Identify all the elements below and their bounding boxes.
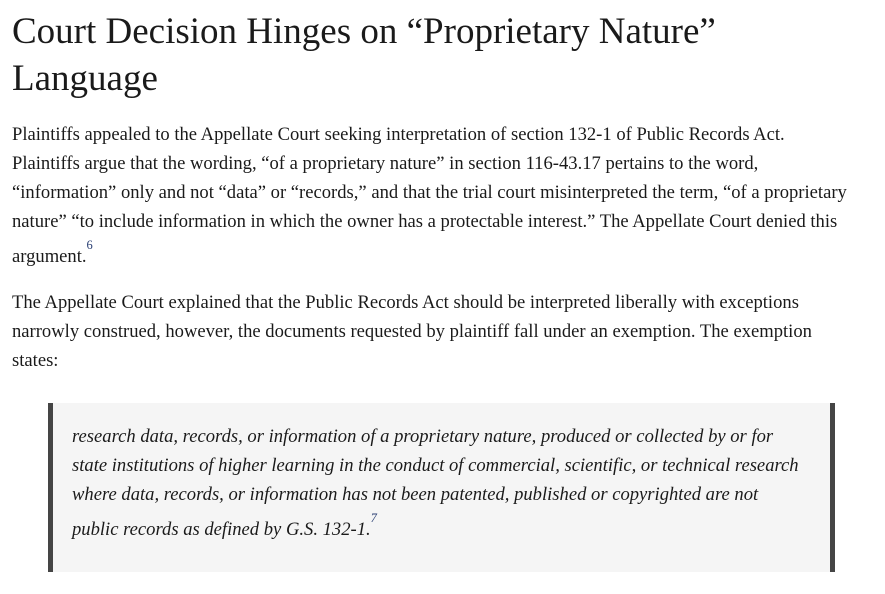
paragraph-appeal-text: Plaintiffs appealed to the Appellate Court seeking interpretation of section 132-1 of Public Records Act. Plaintiffs argue that the wording, “of a proprietary nature” in section 116-43.17 pertains to the word, “information” only and not “data” or “records,” and that the trial court misinterpreted the term, “of a proprietary nature” “to include information in which the owner has a protectable interest.” The Appellate Court denied this argument. <box>12 124 847 268</box>
article-title: Court Decision Hinges on “Proprietary Nature” Language <box>12 11 716 99</box>
paragraph-exemption-text: The Appellate Court explained that the Public Records Act should be interpreted liberally with exceptions narrowly construed, however, the documents requested by plaintiff fall under an exemption. The exemption states: <box>12 292 812 372</box>
article-body <box>12 8 857 375</box>
paragraph-appeal <box>12 120 857 271</box>
footnote-ref-6[interactable]: 6 <box>86 238 93 252</box>
paragraph-exemption <box>12 288 857 375</box>
exemption-blockquote <box>48 403 835 572</box>
blockquote-text-container <box>72 422 805 544</box>
footnote-ref-7[interactable]: 7 <box>370 511 377 525</box>
blockquote-text: research data, records, or information of a proprietary nature, produced or collected by or for state institutions of higher learning in the conduct of commercial, scientific, or technical research where data, records, or information has not been patented, published or copyrighted are not public records as defined by G.S. 132-1. <box>72 426 799 541</box>
